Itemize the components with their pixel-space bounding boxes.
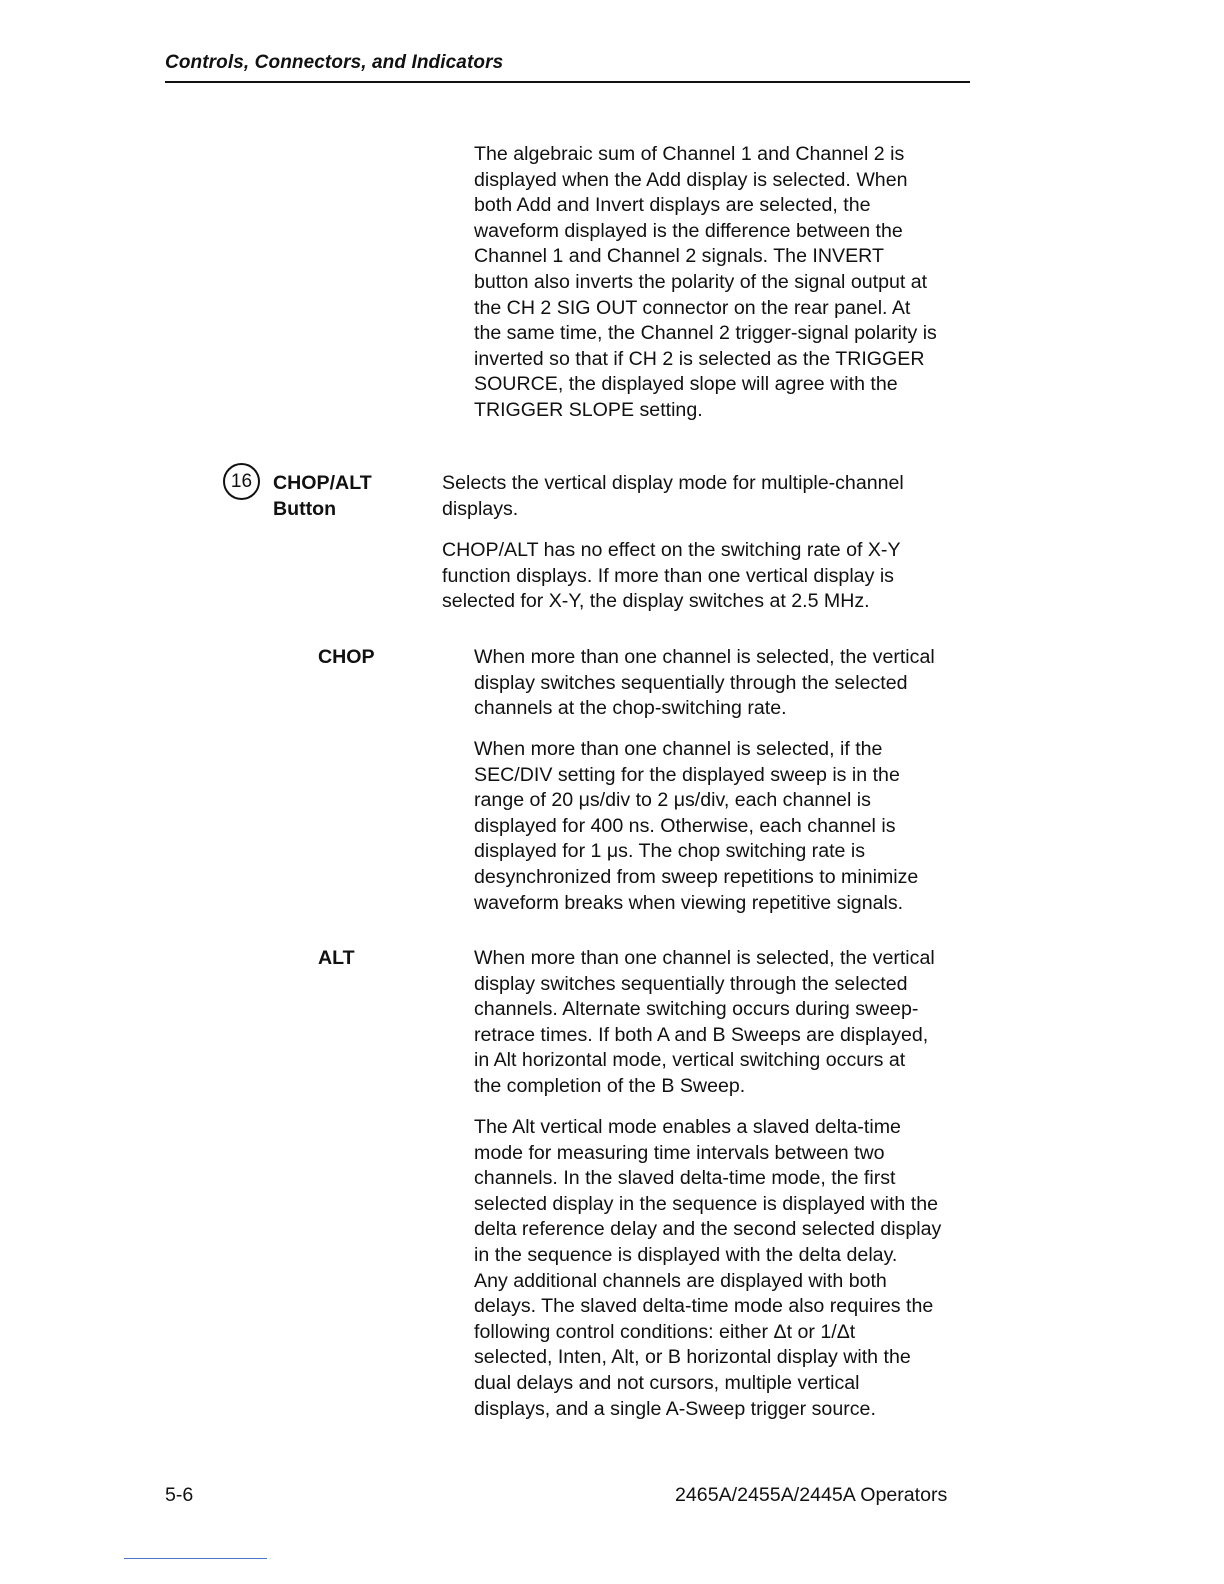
page-number: 5-6 <box>165 1484 194 1506</box>
alt-paragraph-1: When more than one channel is selected, the vertical display switches sequentially through the selected channels. Alternate switching occurs during sweep- retrace times. If both A and B Sweeps are displayed, in Alt horizontal mode, vertical switching occurs at the completion of the B Sweep. <box>474 947 935 1097</box>
intro-paragraph: The algebraic sum of Channel 1 and Channel 2 is displayed when the Add display is selected. When both Add and Invert displays are selected, the waveform displayed is the difference between the Channel 1 and Channel 2 signals. The INVERT button also inverts the polarity of the signal output at the CH 2 SIG OUT connector on the rear panel. At the same time, the Channel 2 trigger-signal polarity is inverted so that if CH 2 is selected as the TRIGGER SOURCE, the displayed slope will agree with the TRIGGER SLOPE setting. <box>474 143 937 421</box>
chop-alt-description: Selects the vertical display mode for multiple-channel displays. <box>442 472 904 520</box>
chop-alt-button-label: CHOP/ALT Button <box>273 472 372 520</box>
alt-paragraph-2: The Alt vertical mode enables a slaved delta-time mode for measuring time intervals between two channels. In the slaved delta-time mode, the first selected display in the sequence is displayed with the delta reference delay and the second selected display in the sequence is displayed with the delta delay. Any additional channels are displayed with both delays. The slaved delta-time mode also requires the following control conditions: either Δt or 1/Δt selected, Inten, Alt, or B horizontal display with the dual delays and not cursors, multiple vertical displays, and a single A-Sweep trigger source. <box>474 1116 942 1420</box>
alt-label: ALT <box>318 947 355 969</box>
manual-title: 2465A/2455A/2445A Operators <box>675 1484 948 1506</box>
chop-label: CHOP <box>318 646 375 668</box>
chop-paragraph-1: When more than one channel is selected, the vertical display switches sequentially through the selected channels at the chop-switching rate. <box>474 646 935 720</box>
footer-blue-rule <box>124 1558 267 1559</box>
chop-alt-xy-note: CHOP/ALT has no effect on the switching rate of X-Y function displays. If more than one vertical display is selected for X-Y, the display switches at 2.5 MHz. <box>442 539 901 613</box>
chop-paragraph-2: When more than one channel is selected, if the SEC/DIV setting for the displayed sweep is in the range of 20 μs/div to 2 μs/div, each channel is displayed for 400 ns. Otherwise, each channel is displayed for 1 μs. The chop switching rate is desynchronized from sweep repetitions to minimize waveform breaks when viewing repetitive signals. <box>474 738 919 914</box>
header-rule <box>165 81 970 83</box>
running-header: Controls, Connectors, and Indicators <box>165 52 504 73</box>
item-number-16-badge: 16 <box>223 463 260 500</box>
